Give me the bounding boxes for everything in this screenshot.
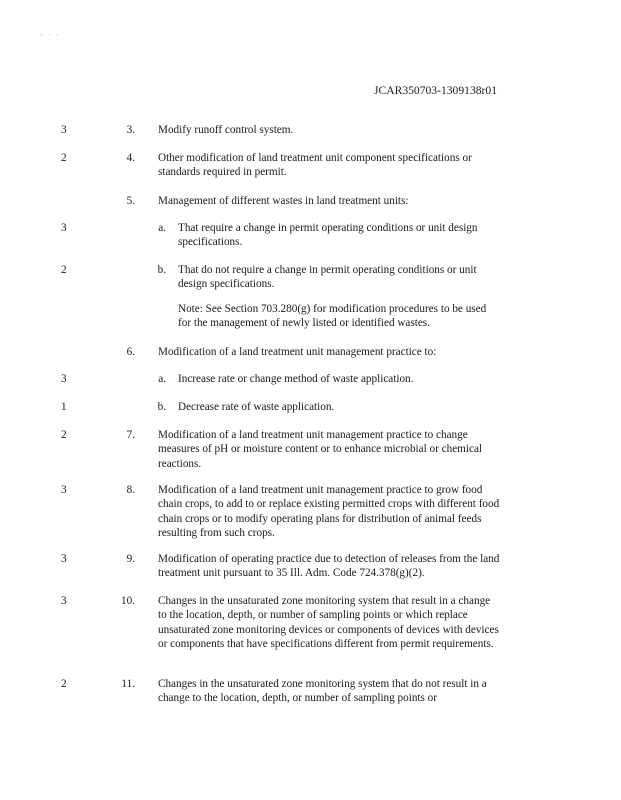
- note-text: Note: See Section 703.280(g) for modification procedures to be used for the management of newly listed or identified wastes.: [178, 303, 487, 330]
- item-text: Increase rate or change method of waste application.: [178, 373, 414, 385]
- item-letter: a.: [158, 373, 166, 385]
- item-class: 2: [61, 678, 67, 690]
- item-number: 11.: [121, 678, 135, 690]
- item-number: 5.: [126, 195, 135, 207]
- item-letter: b.: [157, 401, 166, 413]
- item-class: 3: [61, 124, 67, 136]
- item-number: 8.: [126, 484, 135, 496]
- item-text: Changes in the unsaturated zone monitoring system that do not result in a change to the location, depth, or number of sampling points or: [158, 678, 487, 705]
- item-class: 2: [61, 429, 67, 441]
- item-number: 3.: [126, 124, 135, 136]
- item-text: Management of different wastes in land treatment units:: [158, 195, 409, 207]
- item-class: 3: [61, 595, 67, 607]
- item-number: 4.: [126, 152, 135, 164]
- item-class: 3: [61, 484, 67, 496]
- item-class: 3: [61, 553, 67, 565]
- item-text: Modification of operating practice due to detection of releases from the land treatment unit pursuant to 35 Ill. Adm. Code 724.378(g)(2).: [158, 553, 500, 580]
- item-class: 2: [61, 264, 67, 276]
- item-text: Decrease rate of waste application.: [178, 401, 335, 413]
- item-class: 2: [61, 152, 67, 164]
- item-number: 6.: [126, 346, 135, 358]
- item-text: Modification of a land treatment unit management practice to change measures of pH or moisture content or to enhance microbial or chemical reactions.: [158, 429, 483, 470]
- item-class: 3: [61, 222, 67, 234]
- item-number: 9.: [126, 553, 135, 565]
- document-id: JCAR350703-1309138r01: [373, 84, 497, 97]
- item-text: Modification of a land treatment unit management practice to grow food chain crops, to add to or replace existing permitted crops with different food chain crops or to modify operating plans for distribution of animal feeds resulting from such crops.: [158, 484, 500, 540]
- item-letter: b.: [157, 264, 166, 276]
- corner-mark: " ' ': [40, 33, 59, 41]
- item-letter: a.: [158, 222, 166, 234]
- item-number: 10.: [121, 595, 135, 607]
- item-text: Modification of a land treatment unit management practice to:: [158, 346, 437, 358]
- item-text: Other modification of land treatment unit component specifications or standards required in permit.: [158, 152, 472, 179]
- item-class: 1: [61, 401, 67, 413]
- item-class: 3: [61, 373, 67, 385]
- item-text: Changes in the unsaturated zone monitoring system that result in a change to the location, depth, or number of sampling points or which replace unsaturated zone monitoring devices or components of devices with devices or components that have specifications different from permit requirements.: [158, 595, 499, 651]
- item-text: That do not require a change in permit operating conditions or unit design specifications.: [178, 264, 477, 291]
- item-number: 7.: [126, 429, 135, 441]
- item-text: Modify runoff control system.: [158, 124, 294, 136]
- item-text: That require a change in permit operating conditions or unit design specifications.: [178, 222, 478, 249]
